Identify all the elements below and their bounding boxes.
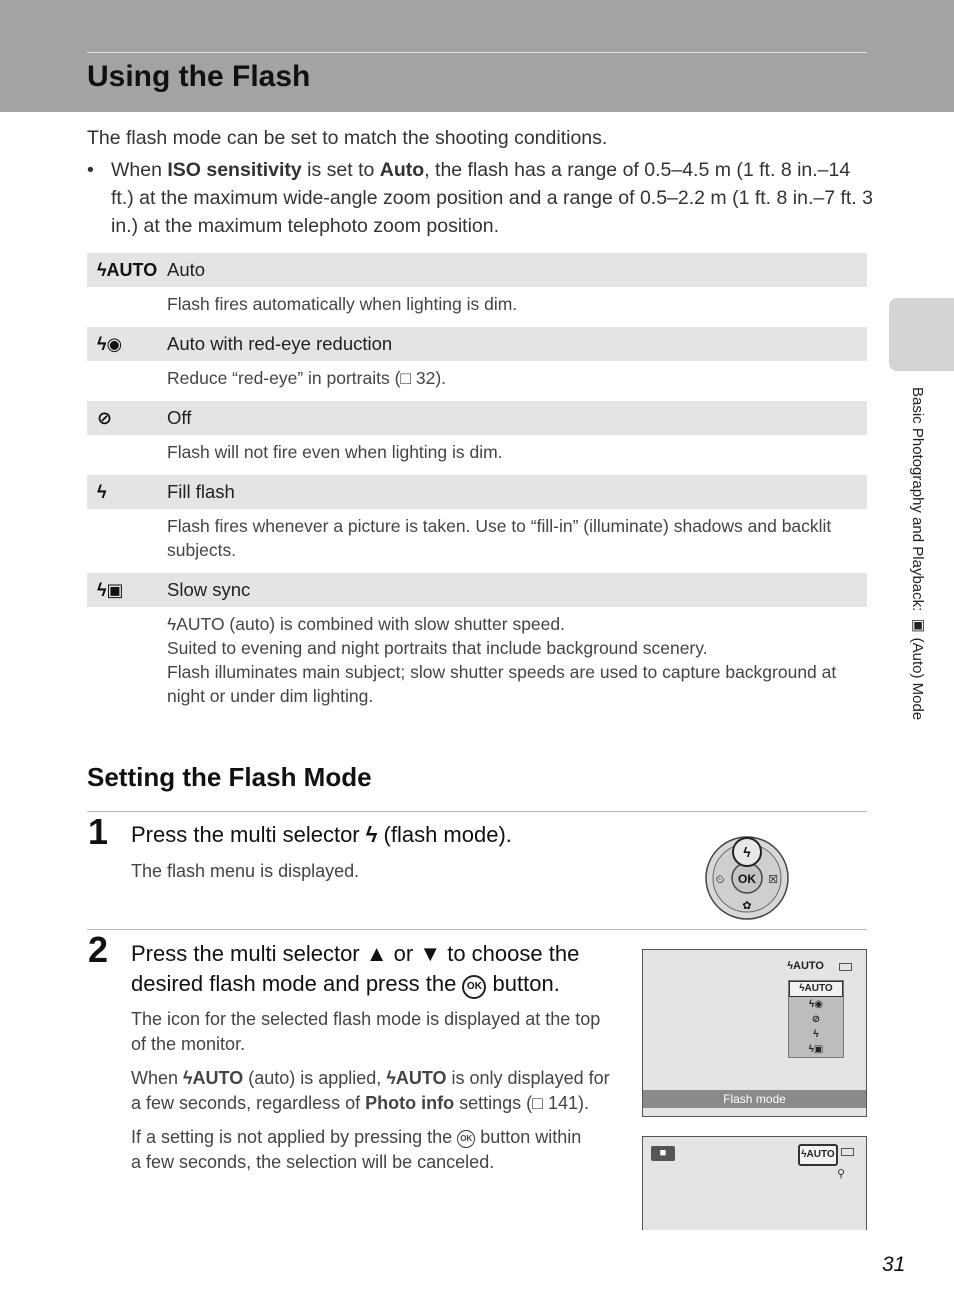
mode-desc	[87, 607, 867, 719]
flash-auto-icon: ϟAUTO	[798, 1144, 838, 1166]
step-text: When	[131, 1068, 184, 1088]
mode-desc	[87, 361, 867, 401]
macro-icon: ✿	[742, 900, 752, 912]
bullet-bold-iso: ISO sensitivity	[167, 159, 302, 181]
mode-row-fill	[87, 475, 867, 509]
flash-menu	[788, 980, 844, 1058]
step-title-text: Press the multi selector	[131, 941, 366, 966]
flash-red-eye-icon: ϟ◉	[97, 333, 123, 354]
flash-menu-item-selected[interactable]: ϟAUTO	[789, 981, 843, 997]
down-arrow-icon: ▼	[419, 941, 442, 966]
multi-selector-diagram	[703, 832, 791, 922]
shooting-screen	[642, 1136, 867, 1230]
ok-button-icon: OK	[457, 1130, 475, 1148]
mode-row-auto	[87, 253, 867, 287]
intro-bullet	[87, 156, 877, 240]
side-tab	[889, 298, 954, 371]
mode-desc-line: Suited to evening and night portraits that include background scenery.	[167, 638, 708, 658]
mode-desc-line: Flash will not fire even when lighting is dim.	[167, 442, 503, 462]
page-number: 31	[882, 1253, 906, 1276]
step-2-text-1: The icon for the selected flash mode is displayed at the top of the monitor.	[131, 1009, 601, 1054]
mode-label: Off	[167, 407, 192, 428]
ok-button-icon: OK	[462, 975, 486, 999]
chapter-label: Basic Photography and Playback: ▣ (Auto) Mode	[909, 387, 926, 721]
flash-auto-icon: ϟAUTO	[386, 1068, 447, 1088]
mode-label: Fill flash	[167, 481, 235, 502]
photo-info-bold: Photo info	[365, 1093, 455, 1113]
step-2-title	[131, 939, 631, 999]
mode-desc	[87, 509, 867, 573]
page-header	[0, 0, 954, 112]
vibration-reduction-icon: ⚲	[837, 1168, 846, 1180]
flash-icon: ϟ	[743, 844, 751, 860]
step-rule	[87, 929, 867, 930]
mode-row-red-eye	[87, 327, 867, 361]
step-2-text-3	[131, 1125, 591, 1175]
step-text: button within a few seconds, the selection will be canceled.	[131, 1127, 582, 1172]
flash-menu-item[interactable]: ϟ	[813, 1029, 819, 1040]
step-title-text: button.	[486, 971, 560, 996]
step-2-text-2	[131, 1066, 621, 1116]
step-text: If a setting is not applied by pressing the	[131, 1127, 458, 1147]
mode-desc-line: Reduce “red-eye” in portraits (□ 32).	[167, 368, 447, 388]
up-arrow-icon: ▲	[365, 941, 388, 966]
step-text: is only displayed for a few seconds, regardless of	[131, 1068, 610, 1113]
mode-desc	[87, 287, 867, 327]
exposure-icon: ☒	[768, 874, 778, 886]
battery-icon	[839, 963, 852, 971]
flash-icon: ϟ	[365, 822, 378, 847]
intro	[87, 124, 877, 240]
mode-desc-line: Flash fires whenever a picture is taken. Use to “fill-in” (illuminate) shadows and backlit subjects.	[167, 516, 832, 560]
flash-menu-screen	[642, 949, 867, 1117]
section-title: Setting the Flash Mode	[87, 762, 372, 792]
bullet-text: , the flash has a range of 0.5–4.5 m (1 ft. 8 in.–14 ft.) at the maximum wide-angle zoom position and a range of 0.5–2.2 m (1 ft. 8 in.–7 ft. 3 in.) at the maximum telephoto zoom position.	[111, 159, 873, 237]
flash-slow-sync-icon: ϟ▣	[97, 579, 124, 600]
screen-caption: Flash mode	[643, 1090, 866, 1108]
flash-menu-item[interactable]: ⊘	[811, 1014, 821, 1025]
mode-desc-line: ϟAUTO (auto) is combined with slow shutter speed.	[167, 614, 565, 634]
step-title-text: (flash mode).	[377, 822, 512, 847]
step-1-title	[131, 820, 512, 850]
step-text: (auto) is applied,	[243, 1068, 387, 1088]
flash-menu-item[interactable]: ϟ▣	[808, 1044, 824, 1055]
bullet-text: is set to	[301, 159, 380, 181]
flash-auto-icon: ϟAUTO	[787, 960, 824, 972]
step-1-text: The flash menu is displayed.	[131, 861, 360, 881]
mode-label: Auto with red-eye reduction	[167, 333, 393, 354]
header-rule	[87, 52, 867, 53]
self-timer-icon: ⏲	[715, 874, 725, 886]
flash-off-icon: ⊘	[97, 407, 113, 428]
mode-desc	[87, 435, 867, 475]
bullet-text: When	[111, 159, 168, 181]
step-title-text: or	[387, 941, 420, 966]
ok-label: OK	[738, 872, 756, 886]
step-1-number: 1	[88, 811, 109, 852]
flash-auto-icon: ϟAUTO	[97, 259, 158, 280]
flash-mode-table	[87, 253, 867, 719]
mode-row-slow-sync	[87, 573, 867, 607]
step-title-text: desired flash mode and press the	[131, 971, 463, 996]
battery-icon	[841, 1148, 854, 1156]
mode-label: Slow sync	[167, 579, 251, 600]
section-rule	[87, 811, 867, 812]
step-2-number: 2	[88, 929, 109, 970]
step-title-text: Press the multi selector	[131, 822, 366, 847]
mode-desc-line: Flash fires automatically when lighting is dim.	[167, 294, 518, 314]
flash-fill-icon: ϟ	[97, 481, 107, 502]
step-text: settings (□ 141).	[454, 1093, 590, 1113]
mode-row-off	[87, 401, 867, 435]
page-title: Using the Flash	[87, 60, 311, 93]
bullet-bold-auto: Auto	[379, 159, 425, 181]
intro-lead: The flash mode can be set to match the shooting conditions.	[87, 127, 608, 149]
flash-auto-icon: ϟAUTO	[183, 1068, 244, 1088]
mode-desc-line: Flash illuminates main subject; slow shutter speeds are used to capture background at night or under dim lighting.	[167, 662, 837, 706]
bullet-dot-icon: •	[87, 159, 94, 181]
step-title-text: to choose the	[441, 941, 580, 966]
camera-icon: ■	[651, 1146, 675, 1161]
flash-menu-item[interactable]: ϟ◉	[808, 999, 824, 1010]
mode-label: Auto	[167, 259, 206, 280]
